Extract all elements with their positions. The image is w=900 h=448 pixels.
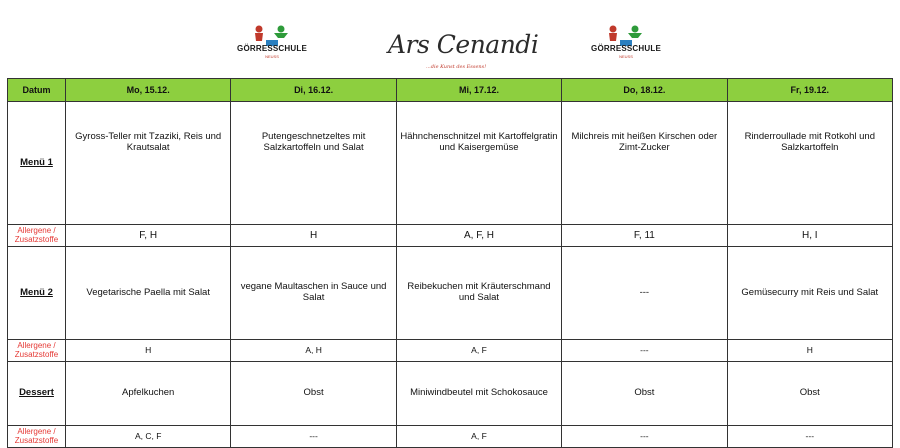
allergen1-cell: F, 11 (562, 225, 727, 247)
allergen1-label: Allergene / Zusatzstoffe (8, 225, 66, 247)
dessert-cell: Obst (727, 362, 892, 426)
school-mascot-icon (250, 24, 294, 46)
school-city: NEUSS (265, 54, 279, 59)
allergen3-label: Allergene / Zusatzstoffe (8, 426, 66, 448)
dessert-cell: Apfelkuchen (66, 362, 231, 426)
school-logo-right (586, 24, 666, 80)
dessert-label: Dessert (8, 362, 66, 426)
brand-tagline: ...die Kunst des Essens! (426, 64, 487, 70)
menu2-cell: Reibekuchen mit Kräuterschmand und Salat (396, 247, 561, 340)
allergen3-row (8, 426, 893, 448)
school-name: GÖRRESSCHULE (237, 44, 307, 53)
header-row (8, 79, 893, 102)
menu2-row (8, 247, 893, 340)
allergen3-cell: --- (562, 426, 727, 448)
dessert-row (8, 362, 893, 426)
menu1-row (8, 102, 893, 225)
brand-title: Ars Cenandi (388, 30, 539, 59)
menu-table (7, 78, 893, 448)
allergen3-cell: A, C, F (66, 426, 231, 448)
allergen2-cell: A, F (396, 340, 561, 362)
allergen1-cell: A, F, H (396, 225, 561, 247)
menu2-cell: Vegetarische Paella mit Salat (66, 247, 231, 340)
day-header: Fr, 19.12. (727, 79, 892, 102)
allergen1-cell: F, H (66, 225, 231, 247)
allergen1-cell: H, I (727, 225, 892, 247)
allergen3-cell: --- (231, 426, 396, 448)
menu2-cell: Gemüsecurry mit Reis und Salat (727, 247, 892, 340)
allergen2-cell: H (727, 340, 892, 362)
allergen2-cell: A, H (231, 340, 396, 362)
menu1-cell: Gyross-Teller mit Tzaziki, Reis und Krautsalat (66, 102, 231, 225)
dessert-cell: Obst (562, 362, 727, 426)
menu2-cell: --- (562, 247, 727, 340)
day-header: Do, 18.12. (562, 79, 727, 102)
header-label: Datum (8, 79, 66, 102)
menu2-label: Menü 2 (8, 247, 66, 340)
allergen1-cell: H (231, 225, 396, 247)
school-name: GÖRRESSCHULE (591, 44, 661, 53)
menu1-cell: Rinderroullade mit Rotkohl und Salzkartoffeln (727, 102, 892, 225)
allergen1-row (8, 225, 893, 247)
allergen3-cell: --- (727, 426, 892, 448)
school-city: NEUSS (619, 54, 633, 59)
allergen2-cell: --- (562, 340, 727, 362)
menu1-cell: Hähnchenschnitzel mit Kartoffelgratin und Kaisergemüse (396, 102, 561, 225)
day-header: Di, 16.12. (231, 79, 396, 102)
day-header: Mo, 15.12. (66, 79, 231, 102)
day-header: Mi, 17.12. (396, 79, 561, 102)
school-mascot-icon (604, 24, 648, 46)
brand-logo (388, 26, 539, 74)
dessert-cell: Obst (231, 362, 396, 426)
menu1-cell: Milchreis mit heißen Kirschen oder Zimt-Zucker (562, 102, 727, 225)
menu1-label: Menü 1 (8, 102, 66, 225)
menu1-cell: Putengeschnetzeltes mit Salzkartoffeln und Salat (231, 102, 396, 225)
allergen2-row (8, 340, 893, 362)
allergen2-label: Allergene / Zusatzstoffe (8, 340, 66, 362)
menu2-cell: vegane Maultaschen in Sauce und Salat (231, 247, 396, 340)
allergen3-cell: A, F (396, 426, 561, 448)
school-logo-left (232, 24, 312, 80)
dessert-cell: Miniwindbeutel mit Schokosauce (396, 362, 561, 426)
allergen2-cell: H (66, 340, 231, 362)
